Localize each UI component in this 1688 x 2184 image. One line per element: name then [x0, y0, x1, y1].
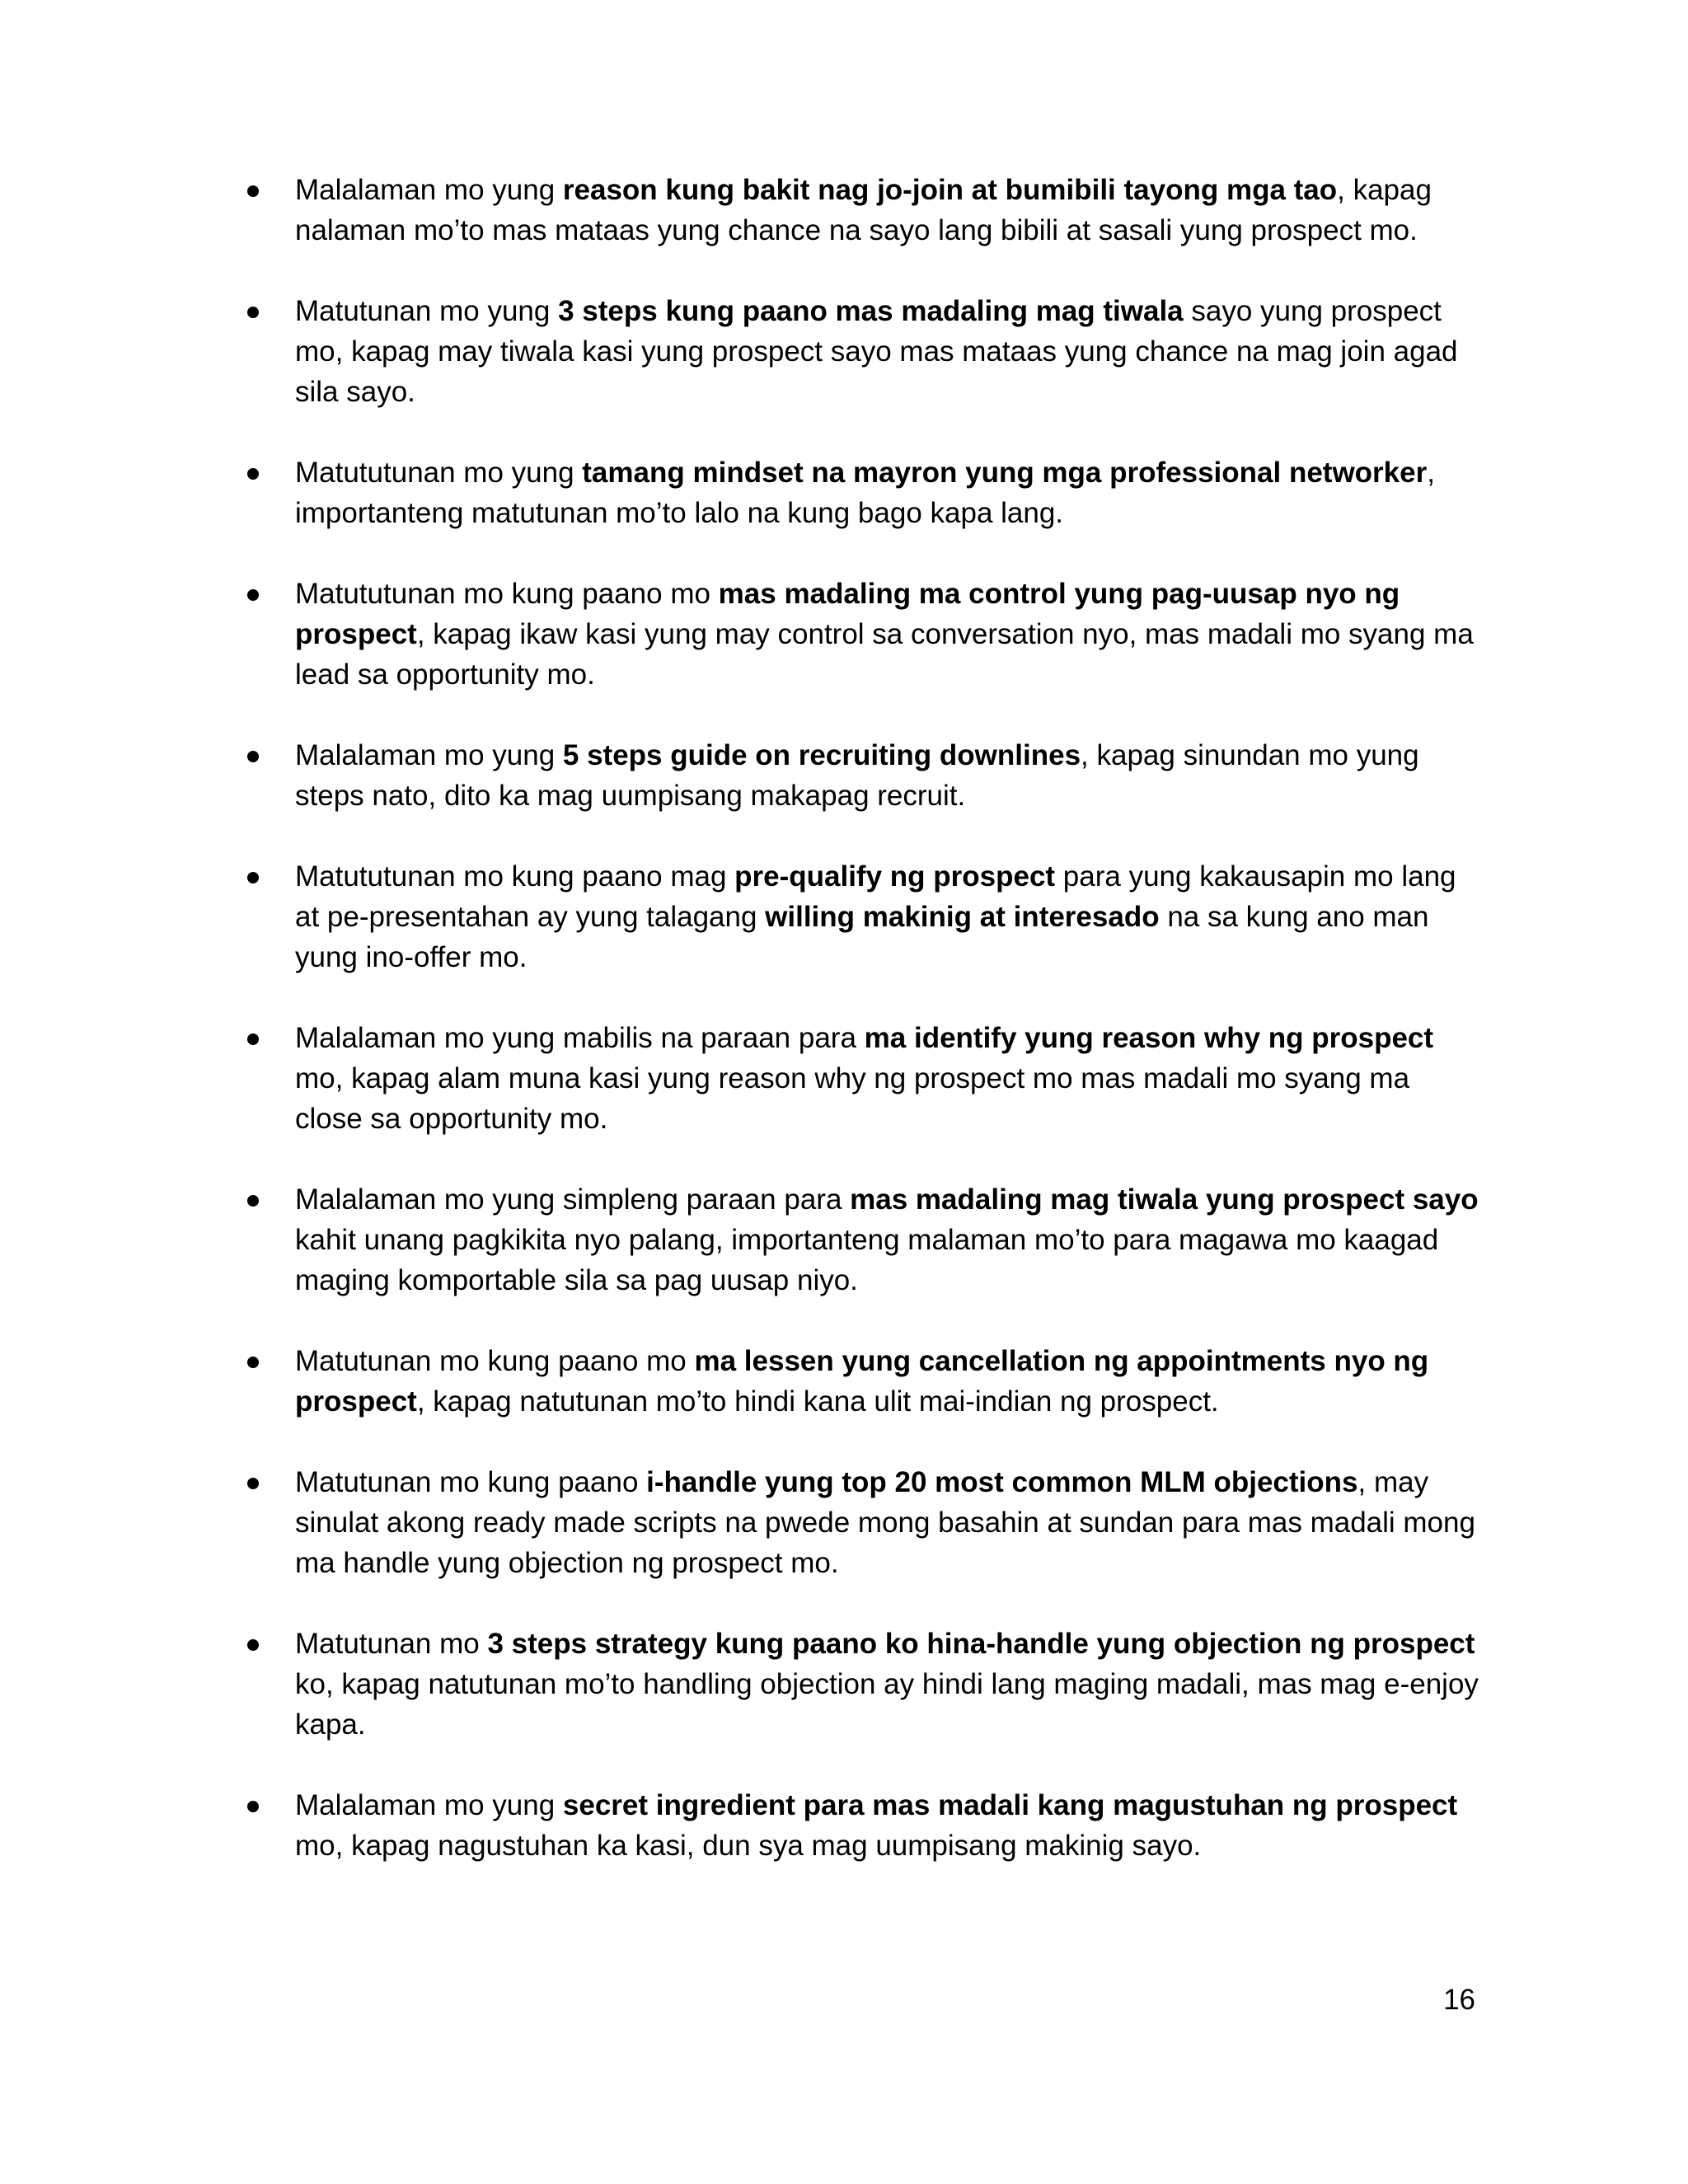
bullet-text: [295, 295, 1458, 408]
bold-phrase: reason kung bakit nag jo-join at bumibili tayong mga tao: [562, 174, 1338, 206]
bullet-icon: [247, 1195, 259, 1207]
list-item: [247, 1179, 1484, 1301]
bold-phrase: 3 steps kung paano mas madaling mag tiwala: [558, 295, 1184, 327]
list-item: [247, 452, 1484, 533]
list-item: [247, 1018, 1484, 1139]
text-segment: kahit unang pagkikita nyo palang, importanteng malaman mo’to para magawa mo kaagad maging komportable sila sa pag uusap niyo.: [295, 1224, 1439, 1296]
list-item: [247, 574, 1484, 695]
text-segment: Matutunan mo yung: [295, 295, 559, 327]
bullet-icon: [247, 185, 259, 197]
list-item: [247, 1341, 1484, 1422]
bullet-list: [247, 170, 1484, 1906]
bold-phrase: i-handle yung top 20 most common MLM objections: [646, 1466, 1358, 1498]
text-segment: , kapag nalaman mo’to mas mataas yung chance na sayo lang bibili at sasali yung prospect mo.: [295, 174, 1432, 246]
text-segment: , kapag ikaw kasi yung may control sa conversation nyo, mas madali mo syang ma lead sa opportunity mo.: [295, 618, 1474, 691]
bullet-text: [295, 1183, 1479, 1296]
text-segment: na sa kung ano man yung ino-offer mo.: [295, 901, 1429, 973]
bullet-icon: [247, 307, 259, 318]
bold-phrase: pre-qualify ng prospect: [734, 860, 1056, 893]
text-segment: Matutunan mo: [295, 1628, 488, 1660]
bold-phrase: willing makinig at interesado: [765, 901, 1160, 933]
bullet-text: [295, 1466, 1475, 1579]
list-item: [247, 291, 1484, 412]
bullet-text: [295, 739, 1419, 812]
bullet-icon: [247, 468, 259, 480]
text-segment: sayo yung prospect mo, kapag may tiwala kasi yung prospect sayo mas mataas yung chance na mag join agad sila sayo.: [295, 295, 1458, 408]
text-segment: Malalaman mo yung mabilis na paraan para: [295, 1022, 865, 1054]
text-segment: Malalaman mo yung: [295, 174, 563, 206]
text-segment: Matututunan mo kung paano mag: [295, 860, 735, 893]
list-item: [247, 1462, 1484, 1583]
bullet-icon: [247, 751, 259, 762]
text-segment: , kapag natutunan mo’to hindi kana ulit mai-indian ng prospect.: [416, 1385, 1219, 1418]
bold-phrase: ma lessen yung cancellation ng appointments nyo ng prospect: [295, 1345, 1429, 1418]
bullet-icon: [247, 589, 259, 601]
list-item: [247, 856, 1484, 977]
text-segment: mo, kapag alam muna kasi yung reason why ng prospect mo mas madali mo syang ma close sa opportunity mo.: [295, 1062, 1410, 1135]
bullet-text: [295, 174, 1432, 246]
text-segment: Malalaman mo yung: [295, 739, 563, 771]
text-segment: Malalaman mo yung: [295, 1789, 563, 1821]
bold-phrase: ma identify yung reason why ng prospect: [864, 1022, 1434, 1054]
list-item: [247, 170, 1484, 251]
text-segment: Matutunan mo kung paano: [295, 1466, 647, 1498]
bold-phrase: mas madaling mag tiwala yung prospect sayo: [850, 1183, 1479, 1216]
page-number: 16: [1443, 1984, 1475, 2016]
text-segment: Matututunan mo kung paano mo: [295, 578, 719, 610]
bullet-text: [295, 1628, 1479, 1741]
bullet-icon: [247, 872, 259, 883]
list-item: [247, 1785, 1484, 1866]
text-segment: , kapag sinundan mo yung steps nato, dito ka mag uumpisang makapag recruit.: [295, 739, 1419, 812]
text-segment: Matututunan mo yung: [295, 457, 583, 489]
text-segment: para yung kakausapin mo lang at pe-presentahan ay yung talagang: [295, 860, 1456, 933]
bullet-icon: [247, 1801, 259, 1812]
bullet-text: [295, 860, 1456, 973]
text-segment: ko, kapag natutunan mo’to handling objection ay hindi lang maging madali, mas mag e-enjoy kapa.: [295, 1668, 1479, 1741]
text-segment: Matutunan mo kung paano mo: [295, 1345, 695, 1377]
bullet-icon: [247, 1639, 259, 1651]
bold-phrase: secret ingredient para mas madali kang magustuhan ng prospect: [562, 1789, 1458, 1821]
text-segment: Malalaman mo yung simpleng paraan para: [295, 1183, 851, 1216]
text-segment: mo, kapag nagustuhan ka kasi, dun sya mag uumpisang makinig sayo.: [295, 1830, 1202, 1862]
text-segment: , may sinulat akong ready made scripts na pwede mong basahin at sundan para mas madali mong ma handle yung objection ng prospect mo.: [295, 1466, 1475, 1579]
list-item: [247, 735, 1484, 816]
bullet-icon: [247, 1478, 259, 1489]
bullet-text: [295, 1789, 1457, 1862]
bold-phrase: 5 steps guide on recruiting downlines: [562, 739, 1081, 771]
bullet-icon: [247, 1357, 259, 1368]
bullet-text: [295, 1345, 1428, 1418]
list-item: [247, 1624, 1484, 1745]
bullet-icon: [247, 1033, 259, 1045]
bold-phrase: 3 steps strategy kung paano ko hina-handle yung objection ng prospect: [487, 1628, 1475, 1660]
bullet-text: [295, 1022, 1433, 1135]
bold-phrase: tamang mindset na mayron yung mga professional networker: [582, 457, 1428, 489]
bold-phrase: mas madaling ma control yung pag-uusap nyo ng prospect: [295, 578, 1400, 650]
bullet-text: [295, 457, 1435, 529]
bullet-text: [295, 578, 1474, 691]
text-segment: , importanteng matutunan mo’to lalo na kung bago kapa lang.: [295, 457, 1435, 529]
